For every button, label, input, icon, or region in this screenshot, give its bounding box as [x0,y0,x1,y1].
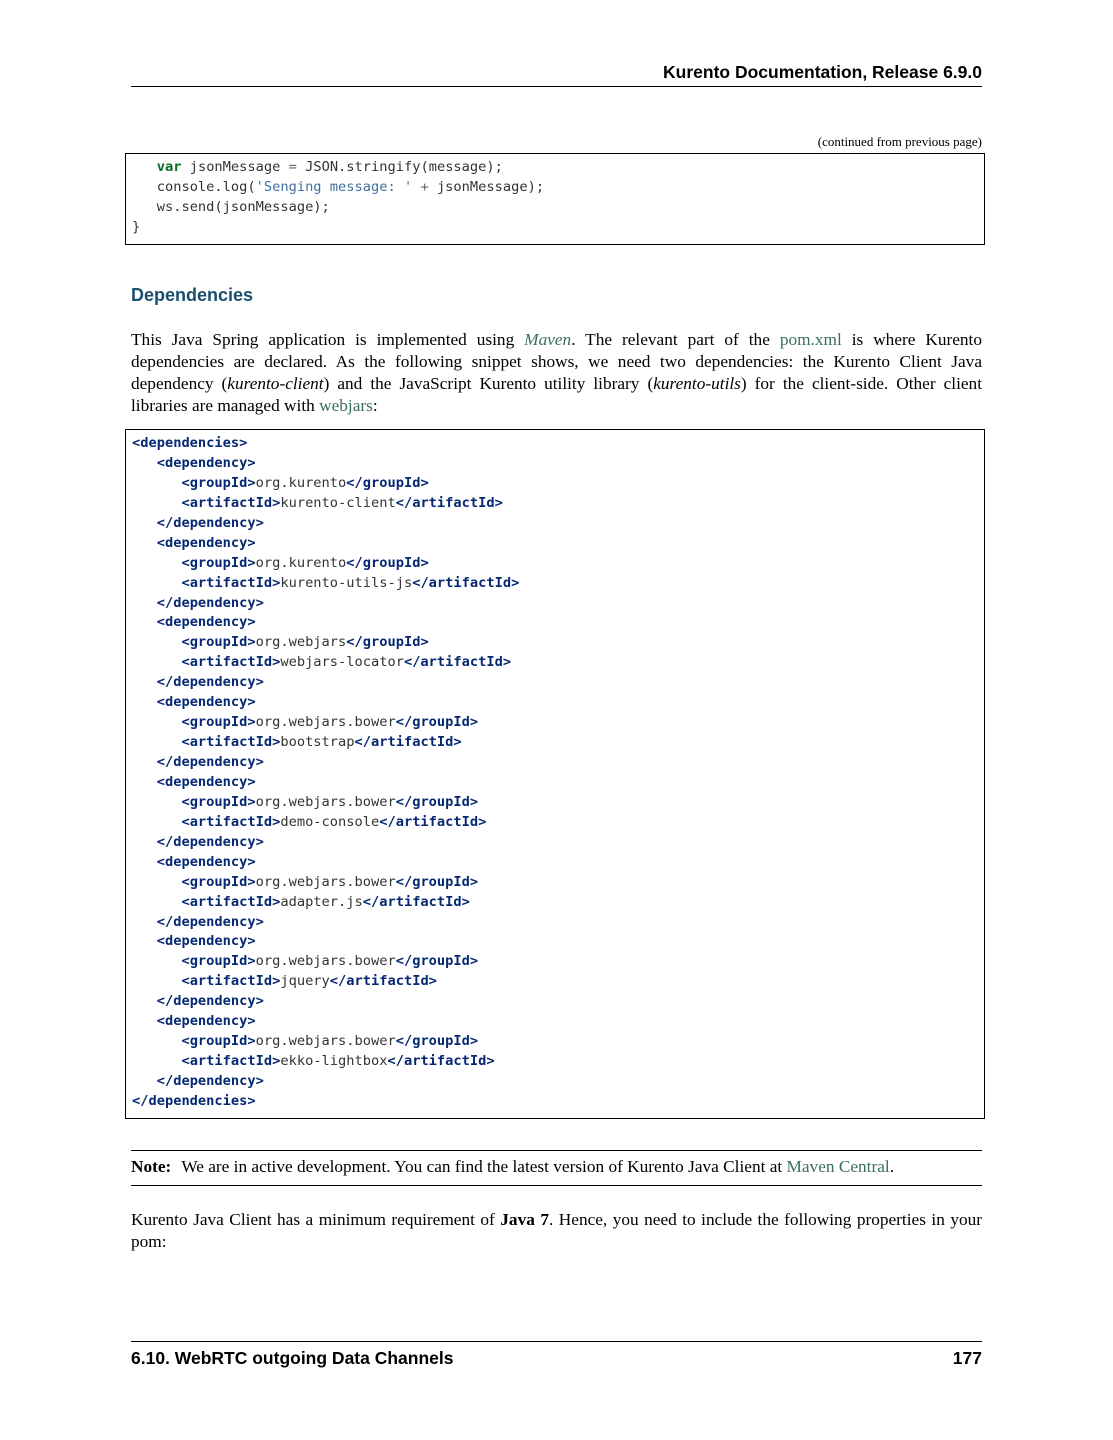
maven-central-link[interactable]: Maven Central [786,1157,890,1176]
xml-tag: </groupId> [395,953,479,970]
code-text: } [132,218,141,235]
code-line [132,594,984,614]
code-operator: = [288,159,297,175]
paragraph-text: ) and the JavaScript Kurento utility library ( [323,374,654,393]
group-id-value: org.webjars [255,634,347,651]
continued-note: (continued from previous page) [817,134,982,149]
code-line [132,198,984,218]
xml-tag: <artifactId> [181,1053,281,1070]
xml-tag: </dependency> [156,1073,264,1089]
artifact-id-value: bootstrap [280,734,355,751]
artifact-id-value: ekko-lightbox [280,1053,388,1070]
xml-tag: <artifactId> [181,973,281,990]
running-header: Kurento Documentation, Release 6.9.0 [131,62,982,87]
xml-tag: <groupId> [181,873,256,890]
xml-tag: <dependency> [156,773,256,790]
note-end: . [889,1157,895,1176]
code-text: ws.send(jsonMessage); [156,198,330,215]
xml-tag: </dependency> [156,913,264,930]
code-line [132,474,984,494]
group-id-value: org.webjars.bower [255,1033,396,1050]
xml-tag: <dependency> [156,694,256,711]
xml-tag: </dependency> [156,754,264,770]
group-id-value: org.webjars.bower [255,953,396,970]
xml-tag: <artifactId> [181,893,281,910]
xml-tag: </artifactId> [362,893,470,910]
xml-tag: <groupId> [181,714,256,731]
java-version: Java 7 [500,1210,549,1229]
code-line [132,693,984,713]
code-text: JSON.stringify(message); [296,159,503,175]
xml-tag: </dependency> [156,594,264,611]
code-line [132,653,984,673]
xml-tag: <dependency> [156,454,256,471]
xml-tag: </groupId> [395,714,479,731]
code-line [132,793,984,813]
group-id-value: org.kurento [255,554,347,571]
xml-tag: </groupId> [395,873,479,890]
footer-section-title: 6.10. WebRTC outgoing Data Channels [131,1348,454,1368]
xml-tag: </groupId> [346,634,429,651]
xml-tag: <artifactId> [181,734,281,751]
code-text: jsonMessage); [428,178,545,195]
code-line [132,932,984,952]
paragraph-text: . The relevant part of the [571,330,780,349]
artifact-id-value: kurento-utils-js [280,574,413,591]
xml-tag: <groupId> [181,1033,256,1050]
paragraph-text: This Java Spring application is implemented using [131,330,525,349]
code-line [132,972,984,992]
code-text: console.log( [156,178,256,195]
code-line [132,1072,984,1092]
dependencies-paragraph [131,329,982,417]
xml-tag: <artifactId> [181,813,281,830]
xml-tag: </artifactId> [354,734,462,751]
paragraph-text: : [372,396,378,415]
xml-tag: <dependencies> [132,435,248,451]
section-heading: Dependencies [131,285,254,305]
xml-tag: <groupId> [181,793,256,810]
xml-tag: <dependency> [156,534,256,551]
artifact-id-value: jquery [280,973,330,990]
xml-tag: </artifactId> [329,973,437,990]
xml-tag: <groupId> [181,474,256,491]
note-label: Note: [131,1157,172,1176]
kurento-utils-term: kurento-utils [653,374,741,393]
code-keyword: var [156,159,182,175]
code-line [132,494,984,514]
code-line [132,633,984,653]
java-requirement-paragraph [131,1209,982,1253]
code-line [132,713,984,733]
code-line [132,434,984,454]
xml-tag: <groupId> [181,634,256,651]
group-id-value: org.webjars.bower [255,873,396,890]
code-line [132,1012,984,1032]
xml-tag: <dependency> [156,614,256,631]
xml-tag: </artifactId> [379,813,487,830]
webjars-link[interactable]: webjars [319,396,373,415]
code-string: 'Senging message: ' [255,178,413,195]
xml-tag: <artifactId> [181,574,281,591]
artifact-id-value: demo-console [280,813,380,830]
xml-tag: </groupId> [395,793,479,810]
paragraph-text: Kurento Java Client has a minimum requirement of [131,1210,501,1229]
group-id-value: org.kurento [255,474,347,491]
code-line [132,1032,984,1052]
xml-tag: </artifactId> [387,1053,495,1070]
code-line [132,833,984,853]
code-line [132,773,984,793]
paragraph-text: . Hence, you need to include the following properties in your pom: [131,1210,983,1251]
xml-tag: </dependency> [156,674,264,691]
xml-tag: <groupId> [181,554,256,571]
xml-tag: </groupId> [346,554,429,571]
running-footer [131,1341,982,1369]
page-number: 177 [952,1348,982,1368]
code-line [132,574,984,594]
xml-tag: <artifactId> [181,494,281,511]
code-line [132,158,984,178]
xml-tag: </dependency> [156,514,264,531]
xml-tag: </dependencies> [132,1092,256,1109]
code-line [132,992,984,1012]
code-line [132,893,984,913]
xml-tag: </groupId> [346,474,429,491]
maven-link[interactable]: Maven [524,330,572,349]
xml-tag: </dependency> [156,993,264,1010]
code-block-xml [125,429,985,1119]
xml-tag: </artifactId> [395,494,503,511]
note-text: We are in active development. You can find the latest version of Kurento Java Client at [181,1157,787,1176]
code-line [132,454,984,474]
code-line [132,1092,984,1112]
xml-tag: <dependency> [156,933,256,950]
code-line [132,218,984,238]
kurento-client-term: kurento-client [227,374,324,393]
paragraph-text: is where Kurento dependencies are declared. As the following snippet shows, we need two dependencies: the Kurento Client Java dependency ( [131,330,982,393]
pom-xml-link[interactable]: pom.xml [779,330,842,349]
code-line [132,873,984,893]
code-line [132,913,984,933]
code-line [132,753,984,773]
xml-tag: <dependency> [156,1013,256,1030]
code-block-js [125,153,985,245]
xml-tag: </artifactId> [412,574,520,591]
artifact-id-value: webjars-locator [280,654,404,671]
code-line [132,554,984,574]
code-line [132,178,984,198]
xml-tag: </dependency> [156,833,264,850]
code-line [132,673,984,693]
code-operator: + [420,178,429,195]
xml-tag: <groupId> [181,953,256,970]
code-line [132,514,984,534]
code-text: jsonMessage [181,159,289,175]
code-line [132,813,984,833]
group-id-value: org.webjars.bower [255,793,396,810]
note-box [131,1150,982,1186]
code-line [132,853,984,873]
paragraph-text: ) for the client-side. Other client libraries are managed with [131,374,982,415]
xml-tag: </artifactId> [403,654,512,671]
code-line [132,733,984,753]
xml-tag: <dependency> [156,853,256,870]
code-line [132,952,984,972]
group-id-value: org.webjars.bower [255,714,396,731]
code-line [132,613,984,633]
code-line [132,534,984,554]
xml-tag: <artifactId> [181,654,281,671]
code-line [132,1052,984,1072]
xml-tag: </groupId> [395,1033,479,1050]
artifact-id-value: adapter.js [280,893,363,910]
artifact-id-value: kurento-client [280,494,396,511]
